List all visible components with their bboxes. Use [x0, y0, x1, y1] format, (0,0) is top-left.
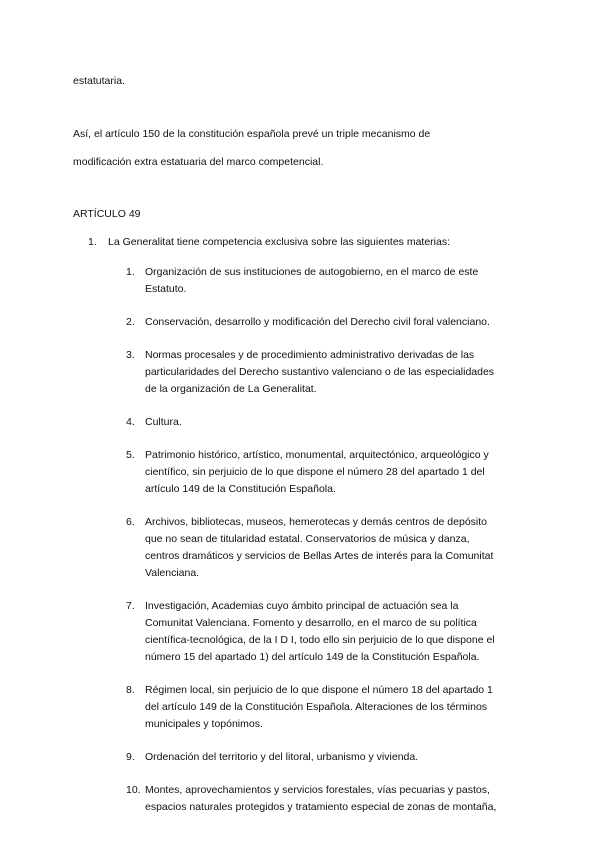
- point-1: [88, 236, 450, 248]
- item-text: Normas procesales y de procedimiento administrativo derivadas de las particularidades del Derecho sustantivo valenciano o de las especialidades de la organización de La Generalitat.: [145, 349, 495, 395]
- list-item: [126, 514, 506, 582]
- item-text: Conservación, desarrollo y modificación del Derecho civil foral valenciano.: [145, 316, 490, 328]
- item-text: Régimen local, sin perjuicio de lo que dispone el número 18 del apartado 1 del artículo 149 de la Constitución Española. Alteraciones de los términos municipales y topónimos.: [145, 684, 493, 730]
- item-number: 3.: [126, 349, 135, 361]
- paragraph-line-1: Así, el artículo 150 de la constitución española prevé un triple mecanismo de: [73, 128, 431, 140]
- competence-list: [126, 264, 506, 832]
- item-number: 6.: [126, 516, 135, 528]
- list-item: [126, 314, 506, 331]
- item-text: Montes, aprovechamientos y servicios forestales, vías pecuarias y pastos, espacios naturales protegidos y tratamiento especial de zonas de montaña,: [145, 784, 497, 813]
- list-item: [126, 347, 506, 398]
- item-number: 7.: [126, 600, 135, 612]
- list-item: [126, 447, 506, 498]
- item-number: 8.: [126, 684, 135, 696]
- paragraph-line-2: modificación extra estatuaria del marco competencial.: [73, 156, 324, 168]
- list-item: [126, 264, 506, 298]
- item-text: Investigación, Academias cuyo ámbito principal de actuación sea la Comunitat Valenciana. Fomento y desarrollo, en el marco de su política científica-tecnológica, de la I D I, todo ello sin perjuicio de lo que dispone el número 15 del apartado 1) del artículo 149 de la Constitución Española.: [145, 600, 495, 663]
- item-text: Cultura.: [145, 416, 182, 428]
- point-1-text: La Generalitat tiene competencia exclusiva sobre las siguientes materias:: [108, 236, 451, 248]
- item-text: Patrimonio histórico, artístico, monumental, arquitectónico, arqueológico y científico, sin perjuicio de lo que dispone el número 28 del apartado 1 del artículo 149 de la Constitución Española.: [145, 449, 489, 495]
- item-text: Archivos, bibliotecas, museos, hemerotecas y demás centros de depósito que no sean de titularidad estatal. Conservatorios de música y danza, centros dramáticos y servicios de Bellas Artes de interés para la Comunitat Valenciana.: [145, 516, 494, 579]
- intro-tail: estatutaria.: [73, 75, 125, 87]
- list-item: [126, 414, 506, 431]
- item-number: 4.: [126, 416, 135, 428]
- item-text: Ordenación del territorio y del litoral, urbanismo y vivienda.: [145, 751, 419, 763]
- list-item: [126, 749, 506, 766]
- article-heading: ARTÍCULO 49: [73, 208, 141, 220]
- point-1-number: 1.: [88, 236, 97, 248]
- item-number: 9.: [126, 751, 135, 763]
- list-item: [126, 682, 506, 733]
- item-number: 5.: [126, 449, 135, 461]
- list-item: [126, 598, 506, 666]
- item-number: 1.: [126, 266, 135, 278]
- list-item: [126, 782, 506, 816]
- item-number: 2.: [126, 316, 135, 328]
- item-number: 10.: [126, 784, 141, 796]
- item-text: Organización de sus instituciones de autogobierno, en el marco de este Estatuto.: [145, 266, 479, 295]
